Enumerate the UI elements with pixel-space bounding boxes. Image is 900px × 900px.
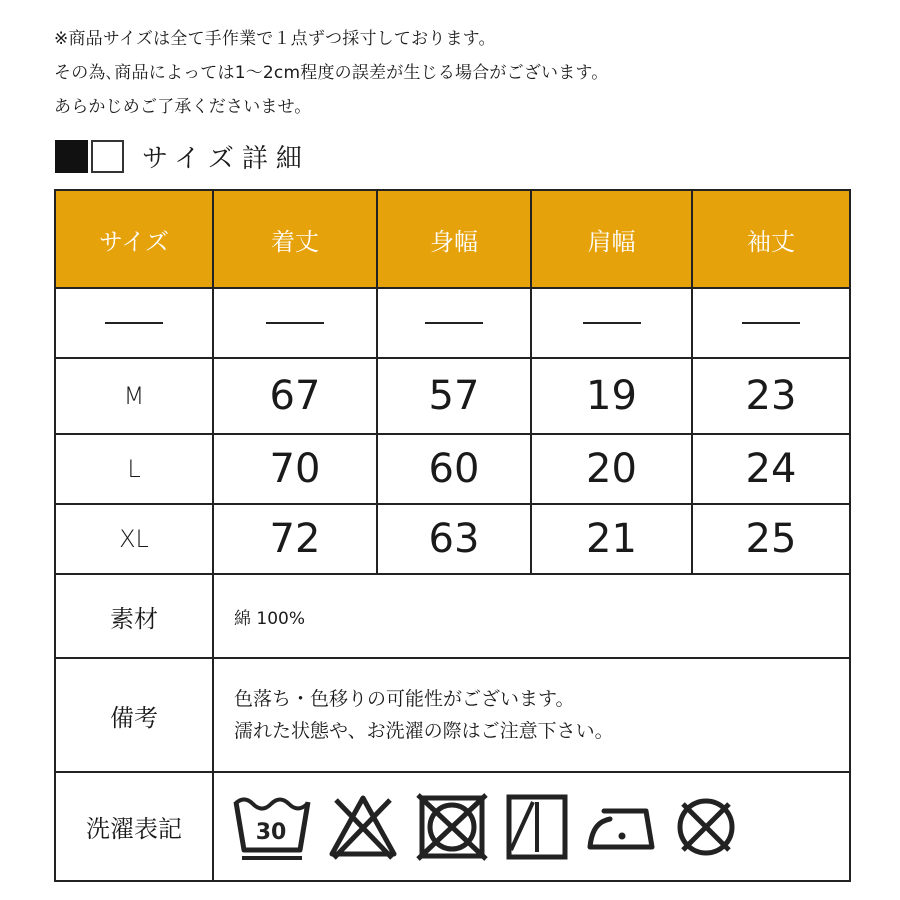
shoulder-value: 20	[532, 435, 693, 503]
remarks-label: 備考	[56, 659, 214, 771]
dash-line	[742, 322, 800, 324]
units-cell	[56, 289, 214, 357]
units-row	[56, 289, 849, 359]
no-dry-clean-icon	[674, 795, 738, 859]
width-value: 57	[378, 359, 532, 433]
width-value: 63	[378, 505, 532, 573]
header-size: サイズ	[56, 191, 214, 287]
header-length: 着丈	[214, 191, 378, 287]
wash-30-icon	[232, 792, 312, 862]
remarks-text	[214, 659, 849, 771]
remarks-line: 色落ち・色移りの可能性がございます。	[234, 688, 575, 710]
header-width: 身幅	[378, 191, 532, 287]
iron-low-icon	[584, 797, 660, 857]
length-value: 72	[214, 505, 378, 573]
dash-line	[266, 322, 324, 324]
note-line: あらかじめご了承くださいませ。	[54, 97, 312, 117]
header-shoulder: 肩幅	[532, 191, 693, 287]
no-bleach-icon	[326, 792, 400, 862]
note-line: ※商品サイズは全て手作業で１点ずつ採寸しております。	[54, 29, 496, 49]
width-value: 60	[378, 435, 532, 503]
size-label: XL	[56, 505, 214, 573]
sleeve-value: 23	[745, 373, 797, 419]
white-square-icon	[91, 140, 124, 173]
table-row	[56, 505, 849, 575]
size-label: L	[56, 435, 214, 503]
shoulder-value: 21	[532, 505, 693, 573]
sleeve-value: 24	[745, 446, 797, 492]
remarks-row	[56, 659, 849, 773]
care-label: 洗濯表記	[56, 773, 214, 880]
table-row	[56, 359, 849, 435]
black-square-icon	[55, 140, 88, 173]
material-label: 素材	[56, 575, 214, 657]
remarks-line: 濡れた状態や、お洗濯の際はご注意下さい。	[234, 720, 614, 742]
material-row	[56, 575, 849, 659]
note-line: その為､商品によっては1～2cm程度の誤差が生じる場合がございます。	[54, 63, 609, 83]
table-header-row	[56, 191, 849, 289]
care-symbols	[214, 773, 849, 880]
no-tumble-dry-icon	[414, 791, 490, 863]
size-table	[54, 189, 851, 882]
units-cell	[214, 289, 378, 357]
shoulder-value: 19	[532, 359, 693, 433]
material-value: 綿 100%	[234, 608, 306, 629]
drip-dry-icon	[504, 792, 570, 862]
size-details-heading	[55, 137, 310, 175]
units-cell	[693, 289, 849, 357]
length-value: 67	[214, 359, 378, 433]
dash-line	[105, 322, 163, 324]
heading-title: サイズ詳細	[142, 143, 310, 174]
units-cell	[378, 289, 532, 357]
header-sleeve: 袖丈	[747, 227, 795, 256]
units-cell	[532, 289, 693, 357]
sizing-notes	[54, 22, 608, 124]
size-label: M	[56, 359, 214, 433]
care-row	[56, 773, 849, 880]
wash-temp-text: 30	[255, 819, 287, 845]
dash-line	[425, 322, 483, 324]
table-row	[56, 435, 849, 505]
length-value: 70	[214, 435, 378, 503]
sleeve-value: 25	[745, 516, 797, 562]
dash-line	[583, 322, 641, 324]
